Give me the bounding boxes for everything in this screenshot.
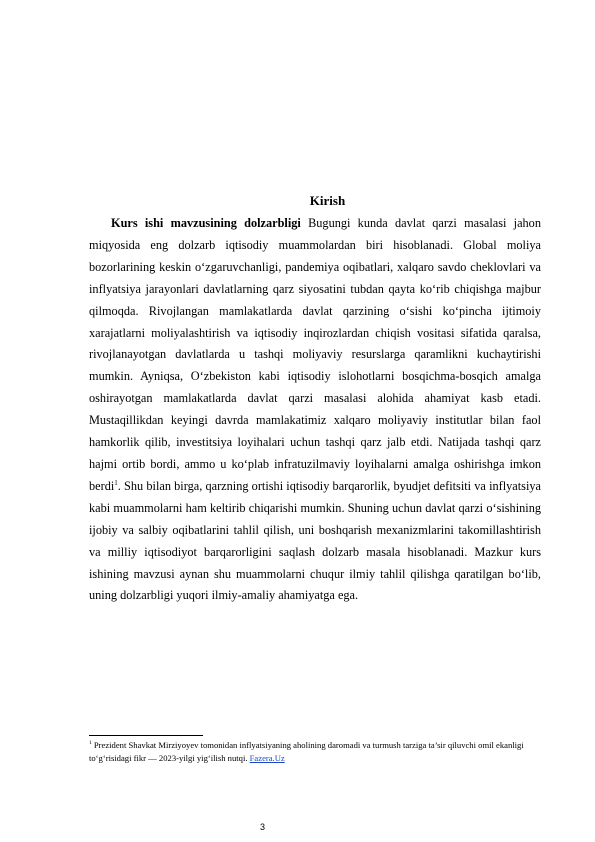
footnote-text: Prezident Shavkat Mirziyoyev tomonidan inflyatsiyaning aholining daromadi va turmush tarziga ta’sir qiluvchi omil ekanligi to‘g‘risidagi fikr — 2023-yilgi yig‘ilish nutqi.: [89, 740, 524, 763]
body-paragraph-block: [89, 213, 541, 607]
footnote-source-link[interactable]: Fazera.Uz: [249, 752, 285, 763]
lead-phrase: Kurs ishi mavzusining dolzarbligi: [111, 216, 301, 230]
body-paragraph: [89, 213, 541, 607]
footnote-separator: [89, 735, 203, 736]
page-number: 3: [260, 822, 266, 832]
footnote-reference[interactable]: 1: [114, 478, 118, 487]
paragraph-text-part-1: Bugungi kunda davlat qarzi masalasi jahon miqyosida eng dolzarb iqtisodiy muammolardan biri hisoblanadi. Global moliya bozorlarining keskin o‘zgaruvchanligi, pandemiya oqibatlari, xalqaro savdo cheklovlari va inflyatsiya jarayonlari davlatlarning qarz siyosatini tubdan qayta ko‘rib chiqishga majbur qilmoqda. Rivojlangan mamlakatlarda davlat qarzining o‘sishi ko‘pincha ijtimoiy xarajatlarni moliyalashtirish va iqtisodiy inqirozlardan chiqish vositasi sifatida qaralsa, rivojlanayotgan davlatlarda u tashqi moliyaviy resurslarga qaramlikni kuchaytirishi mumkin. Ayniqsa, O‘zbekiston kabi iqtisodiy islohotlarni bosqichma-bosqich amalga oshirayotgan mamlakatlarda davlat qarzi masalasi alohida ahamiyat kasb etadi. Mustaqillikdan keyingi davrda mamlakatimiz xalqaro moliyaviy institutlar bilan faol hamkorlik qilib, investitsiya loyihalari uchun tashqi qarz jalb etdi. Natijada tashqi qarz hajmi ortib bordi, ammo u ko‘plab infratuzilmaviy loyihalarni amalga oshirishga imkon berdi: [89, 216, 541, 493]
paragraph-text-part-2: . Shu bilan birga, qarzning ortishi iqtisodiy barqarorlik, byudjet defitsiti va inflyatsiya kabi muammolarni ham keltirib chiqarishi mumkin. Shuning uchun davlat qarzi o‘sishining ijobiy va salbiy oqibatlarini tahlil qilish, uni boshqarish mexanizmlarini takomillashtirish va milliy iqtisodiyot barqarorligini saqlash dolzarb masala hisoblanadi. Mazkur kurs ishining mavzusi aynan shu muammolarni chuqur ilmiy tahlil qilishga qaratilgan bo‘lib, uning dolzarbligi yuqori ilmiy-amaliy ahamiyatga ega.: [89, 478, 541, 603]
footnote: [89, 739, 549, 764]
section-heading: Kirish: [309, 193, 346, 208]
footnote-mark: 1: [89, 740, 92, 747]
